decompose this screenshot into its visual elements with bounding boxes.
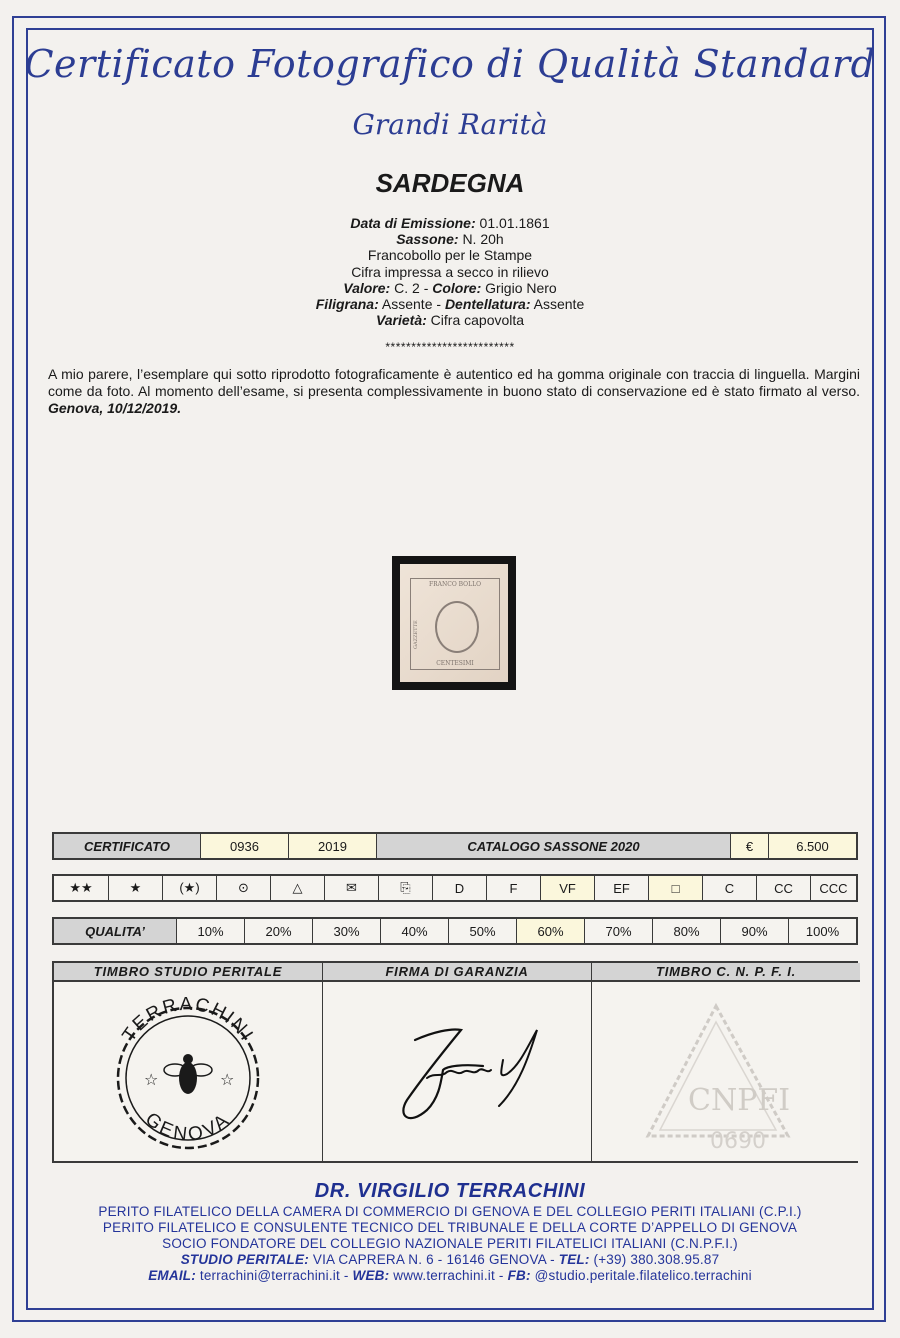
varieta-label: Varietà:: [375, 312, 427, 329]
opinion-text: A mio parere, l’esemplare qui sotto riprodotto fotograficamente è autentico ed ha gomma originale con traccia di linguella. Margini come da foto. Al momento dell’esame, si presenta complessivamente in buono stato di conservazione ed è stato firmato al verso.: [48, 366, 860, 399]
studio-label: STUDIO PERITALE:: [180, 1252, 309, 1267]
quality-level-cell: 80%: [652, 919, 720, 943]
quality-level-cell: 40%: [380, 919, 448, 943]
fb-label: FB:: [507, 1268, 531, 1283]
quality-level-cell: 60%: [516, 919, 584, 943]
studio-stamp-header: TIMBRO STUDIO PERITALE: [54, 963, 322, 982]
dentellatura-label: Dentellatura:: [444, 296, 531, 313]
guarantee-signature-header: FIRMA DI GARANZIA: [323, 963, 591, 982]
colore-value: Grigio Nero: [485, 279, 557, 296]
quality-level-cell: 30%: [312, 919, 380, 943]
grade-cell: EF: [594, 876, 648, 900]
footer-line-2: PERITO FILATELICO E CONSULENTE TECNICO DEL TRIBUNALE E DELLA CORTE D’APPELLO DI GENOVA: [102, 1220, 798, 1235]
opinion-place-date: Genova, 10/12/2019.: [48, 400, 182, 416]
email-value[interactable]: terrachini@terrachini.it -: [199, 1268, 349, 1283]
grade-cell: ★: [108, 876, 162, 900]
cnpfi-embossed-seal-icon: [592, 982, 860, 1156]
quality-level-cell: 10%: [176, 919, 244, 943]
grade-cell: CCC: [810, 876, 856, 900]
valore-colore-line: Valore: C. 2 - Colore: Grigio Nero: [343, 279, 557, 296]
cnpfi-stamp-column: [591, 963, 860, 1161]
quality-level-cell: 100%: [788, 919, 856, 943]
certificate-number: 0936: [200, 834, 288, 858]
varieta-line: [0, 312, 900, 328]
cnpfi-letters: CNPFI: [688, 1083, 791, 1118]
footer-address-line: [0, 1252, 900, 1267]
footer-contact-line: [0, 1268, 900, 1283]
tel-value[interactable]: (+39) 380.308.95.87: [593, 1252, 720, 1267]
filigrana-line: Filigrana: Assente - Dentellatura: Assente: [315, 296, 585, 313]
stamp-paper: [400, 564, 508, 682]
quality-level-cell: 90%: [720, 919, 788, 943]
cnpfi-number: 0690: [710, 1129, 766, 1154]
expert-opinion: [48, 366, 860, 417]
svg-text:☆: ☆: [144, 1070, 159, 1089]
issue-date-line: [0, 215, 900, 231]
stamp-photo: [392, 556, 516, 690]
grade-cell: F: [486, 876, 540, 900]
valore-value: C. 2: [394, 279, 420, 296]
grade-cell: C: [702, 876, 756, 900]
expert-name: DR. VIRGILIO TERRACHINI: [314, 1180, 586, 1202]
colore-label: Colore:: [432, 279, 482, 296]
grade-cell: (★): [162, 876, 216, 900]
cnpfi-stamp-header: TIMBRO C. N. P. F. I.: [592, 963, 860, 982]
filigrana-label: Filigrana:: [315, 296, 379, 313]
sassone-label: Sassone:: [396, 231, 459, 248]
quality-level-cell: 70%: [584, 919, 652, 943]
tel-label: TEL:: [558, 1252, 590, 1267]
certificate-label: CERTIFICATO: [54, 834, 200, 858]
sassone-line: [0, 231, 900, 247]
grade-cell: ★★: [54, 876, 108, 900]
quality-level-cell: 20%: [244, 919, 312, 943]
seal-bottom-text: GENOVA: [140, 1108, 236, 1146]
varieta-value: Cifra capovolta: [430, 312, 525, 329]
quality-level-cell: 50%: [448, 919, 516, 943]
footer-line-3: SOCIO FONDATORE DEL COLLEGIO NAZIONALE PERITI FILATELICI ITALIANI (C.N.P.F.I.): [162, 1236, 738, 1251]
grade-cell: □: [648, 876, 702, 900]
stamp-top-text: FRANCO BOLLO: [428, 581, 481, 588]
issue-date-label: Data di Emissione:: [350, 215, 476, 231]
issue-date-value: 01.01.1861: [479, 215, 550, 231]
country-name: SARDEGNA: [375, 168, 525, 198]
catalog-value: 6.500: [768, 834, 856, 858]
footer-line-1: PERITO FILATELICO DELLA CAMERA DI COMMERCIO DI GENOVA E DEL COLLEGIO PERITI ITALIANI (C.P.I.): [98, 1204, 802, 1219]
grade-cell: CC: [756, 876, 810, 900]
detail-line-2: Cifra impressa a secco in rilievo: [351, 263, 549, 280]
grade-cell: D: [432, 876, 486, 900]
valore-label: Valore:: [343, 279, 391, 296]
stamp-design: [410, 578, 500, 670]
signature-section: [52, 961, 858, 1163]
grade-cell: ✉: [324, 876, 378, 900]
detail-line-1: Francobollo per le Stampe: [367, 247, 533, 264]
filigrana-value: Assente: [381, 296, 433, 313]
grade-cell: △: [270, 876, 324, 900]
certificate-subtitle: Grandi Rarità: [352, 108, 548, 141]
stamp-bottom-text: CENTESIMI: [436, 660, 474, 667]
stamp-side-text: GAZZETTE: [413, 620, 419, 649]
studio-stamp-column: [54, 963, 322, 1161]
certificate-year: 2019: [288, 834, 376, 858]
certificate-row: [52, 832, 858, 860]
dentellatura-value: Assente: [533, 296, 585, 313]
catalog-label: CATALOGO SASSONE 2020: [376, 834, 730, 858]
certificate-title: Certificato Fotografico di Qualità Standard: [24, 42, 876, 86]
stamp-oval-icon: [435, 601, 479, 653]
quality-row: [52, 917, 858, 945]
currency-symbol: €: [730, 834, 768, 858]
web-label: WEB:: [352, 1268, 390, 1283]
grade-cell: ⎘: [378, 876, 432, 900]
grade-cell: VF: [540, 876, 594, 900]
email-label: EMAIL:: [148, 1268, 196, 1283]
grade-cell: ⊙: [216, 876, 270, 900]
grades-row: [52, 874, 858, 902]
stamp-details: [0, 215, 900, 328]
fb-value[interactable]: @studio.peritale.filatelico.terrachini: [534, 1268, 752, 1283]
web-value[interactable]: www.terrachini.it -: [393, 1268, 504, 1283]
studio-address: VIA CAPRERA N. 6 - 16146 GENOVA -: [312, 1252, 555, 1267]
quality-label: QUALITA’: [54, 919, 176, 943]
sassone-value: N. 20h: [462, 231, 504, 248]
svg-text:☆: ☆: [220, 1070, 235, 1089]
guarantee-signature-column: [322, 963, 591, 1161]
handwritten-signature-icon: [323, 982, 591, 1156]
seal-top-text: TERRACHINI: [118, 993, 258, 1046]
terrachini-seal-icon: [54, 982, 322, 1156]
separator-stars: *************************: [385, 340, 515, 354]
